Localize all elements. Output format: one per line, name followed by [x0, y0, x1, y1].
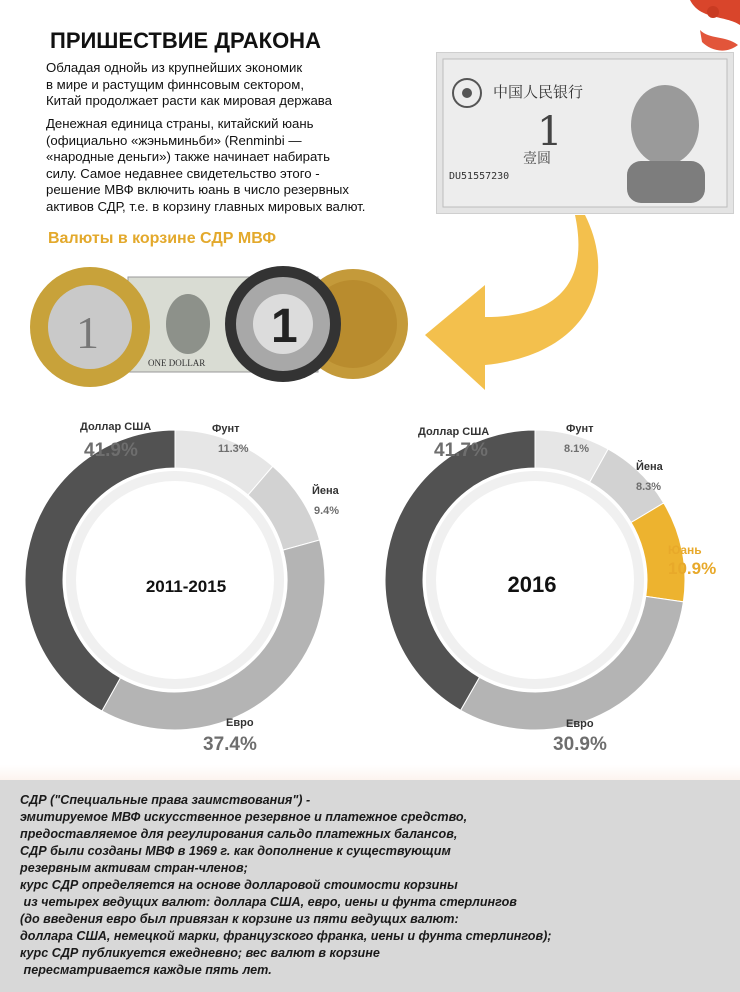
slice-label-name: Доллар США: [80, 421, 152, 433]
slice-label-value: 41.7%: [434, 440, 488, 461]
intro-line: Китай продолжает расти как мировая держава: [46, 93, 332, 108]
basket-title: Валюты в корзине СДР МВФ: [48, 230, 277, 247]
body-line: Денежная единица страны, китайский юань: [46, 116, 314, 131]
sdr-definition-panel: [0, 780, 740, 992]
slice-label-name: Юань: [668, 543, 702, 557]
slice-label-value: 30.9%: [553, 734, 607, 755]
slice-label-name: Йена: [636, 461, 663, 473]
slice-label-name: Фунт: [566, 423, 594, 435]
slice-label-value: 8.3%: [636, 481, 662, 493]
footer-line: эмитируемое МВФ искусственное резервное и платежное средство,: [20, 810, 468, 824]
washington-portrait-icon: [166, 294, 210, 354]
donut-slice-1-Евро: [102, 540, 325, 730]
donut-center-label: 2011-2015: [145, 577, 227, 596]
currency-illustration: [28, 262, 408, 392]
footer-line: курс СДР публикуется ежедневно; вес валют в корзине: [20, 946, 380, 960]
donut-slice-2-Евро: [461, 596, 684, 730]
footer-line: СДР ("Специальные права заимствования") -: [20, 793, 311, 807]
serial-number: DU51557230: [449, 171, 510, 182]
footer-line: предоставляемое для регулирования сальдо платежных балансов,: [20, 827, 458, 841]
slice-label-value: 9.4%: [314, 505, 340, 517]
slice-label-value: 8.1%: [564, 443, 590, 455]
footer-line: резервным активам стран-членов;: [20, 861, 248, 875]
yen-coin-value: 1: [271, 300, 298, 353]
intro-paragraph: [46, 60, 406, 110]
footer-line: доллара США, немецкой марки, французского франка, иены и фунта стерлингов);: [20, 929, 552, 943]
footer-line: пересматривается каждые пять лет.: [20, 963, 272, 977]
dollar-bill-text: ONE DOLLAR: [148, 358, 206, 368]
body-line: активов СДР, т.е. в корзину главных мировых валют.: [46, 198, 366, 214]
footer-line: (до введения евро был привязан к корзине из пяти ведущих валют:: [20, 912, 459, 926]
body-line: решение МВФ включить юань в число резервных: [46, 182, 349, 197]
euro-coin-value: 1: [76, 307, 99, 358]
slice-label-name: Доллар США: [418, 426, 490, 438]
body-paragraph: [46, 116, 436, 215]
yuan-banknote-image: [436, 52, 734, 214]
portrait-icon: [631, 85, 699, 165]
slice-label-name: Евро: [566, 718, 594, 730]
denomination-chinese: 壹圆: [523, 151, 551, 167]
footer-line: из четырех ведущих валют: доллара США, евро, иены и фунта стерлингов: [20, 895, 517, 909]
sdr-basket-donut-charts: [0, 390, 740, 770]
body-line: (официально «жэньминьби» (Renminbi —: [46, 132, 302, 148]
footer-line: СДР были созданы МВФ в 1969 г. как дополнение к существующим: [20, 844, 451, 858]
footer-line: курс СДР определяется на основе долларовой стоимости корзины: [20, 878, 458, 892]
slice-label-name: Фунт: [212, 423, 240, 435]
slice-label-name: Евро: [226, 717, 254, 729]
slice-label-value: 37.4%: [203, 734, 257, 755]
slice-label-value: 11.3%: [218, 443, 249, 455]
slice-label-value: 41.9%: [84, 440, 138, 461]
sdr-definition-text: [20, 792, 620, 979]
body-line: силу. Самое недавнее свидетельство этого -: [46, 165, 320, 181]
intro-line: Обладая однойь из крупнейших экономик: [46, 60, 303, 75]
slice-label-value: 10.9%: [668, 559, 717, 578]
slice-label-name: Йена: [312, 485, 339, 497]
denomination: 1: [537, 109, 563, 155]
page-title: ПРИШЕСТВИЕ ДРАКОНА: [46, 24, 390, 58]
body-line: «народные деньги») также начинает набирать: [46, 149, 330, 164]
curved-arrow-icon: [415, 205, 625, 390]
intro-line: в мире и растущим финнсовым сектором,: [46, 76, 305, 92]
donut-center-label: 2016: [507, 572, 557, 597]
banknote-drawing: [437, 53, 733, 213]
bank-name: 中国人民银行: [493, 83, 584, 101]
